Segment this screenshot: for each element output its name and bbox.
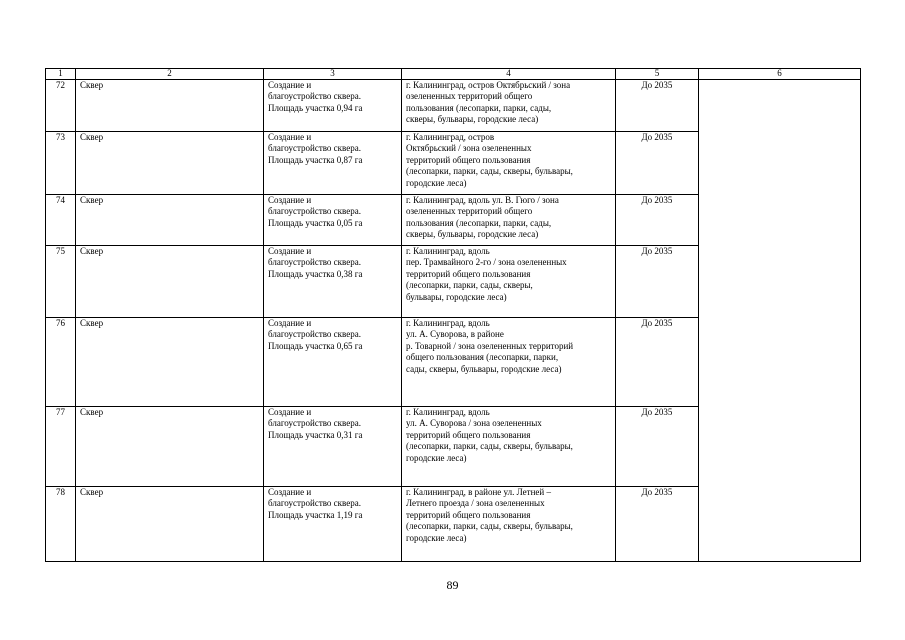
location-line: (лесопарки, парки, сады, скверы, (406, 280, 533, 291)
location-line: скверы, бульвары, городские леса) (406, 114, 539, 125)
location-line: (лесопарки, парки, сады, скверы, бульвары, (406, 521, 573, 532)
location-line: (лесопарки, парки, сады, скверы, бульвары, (406, 441, 573, 452)
action-description (264, 132, 402, 195)
row-number: 78 (46, 487, 76, 562)
location-line: пользования (лесопарки, парки, сады, (406, 217, 552, 228)
location-description (402, 132, 616, 195)
location-line: городские леса) (406, 177, 467, 188)
completion-term: До 2035 (616, 132, 699, 195)
location-line: р. Товарной / зона озелененных территорий (406, 340, 574, 351)
location-line: территорий общего пользования (406, 268, 531, 279)
action-line: благоустройство сквера. (268, 91, 361, 102)
row-number: 75 (46, 246, 76, 318)
action-line: благоустройство сквера. (268, 329, 361, 340)
action-line: Создание и (268, 407, 312, 417)
action-line: Создание и (268, 246, 312, 256)
location-line: (лесопарки, парки, сады, скверы, бульвары, (406, 166, 573, 177)
location-line: территорий общего пользования (406, 154, 531, 165)
location-line: г. Калининград, вдоль ул. В. Гюго / зона (406, 195, 559, 205)
action-description (264, 318, 402, 407)
action-line: Создание и (268, 487, 312, 497)
row-number: 77 (46, 407, 76, 487)
document-table (45, 68, 861, 562)
completion-term: До 2035 (616, 318, 699, 407)
completion-term: До 2035 (616, 487, 699, 562)
action-line: Создание и (268, 195, 312, 205)
row-number: 72 (46, 80, 76, 132)
action-line: Площадь участка 0,65 га (268, 340, 363, 351)
location-line: пользования (лесопарки, парки, сады, (406, 102, 552, 113)
location-line: бульвары, городские леса) (406, 291, 507, 302)
action-line: Площадь участка 0,94 га (268, 102, 363, 113)
object-name: Сквер (76, 487, 264, 562)
location-line: г. Калининград, вдоль (406, 407, 490, 417)
location-line: Октябрьский / зона озелененных (406, 143, 532, 154)
location-line: территорий общего пользования (406, 429, 531, 440)
action-line: благоустройство сквера. (268, 498, 361, 509)
location-description (402, 318, 616, 407)
location-line: г. Калининград, вдоль (406, 318, 490, 328)
completion-term: До 2035 (616, 246, 699, 318)
column-header-1: 1 (46, 69, 76, 80)
completion-term: До 2035 (616, 407, 699, 487)
location-line: сады, скверы, бульвары, городские леса) (406, 363, 562, 374)
action-line: Площадь участка 1,19 га (268, 509, 363, 520)
object-name: Сквер (76, 407, 264, 487)
object-name: Сквер (76, 246, 264, 318)
location-description (402, 80, 616, 132)
location-description (402, 487, 616, 562)
table-header-row (46, 69, 861, 80)
location-line: скверы, бульвары, городские леса) (406, 229, 539, 240)
location-line: г. Калининград, в районе ул. Летней – (406, 487, 551, 497)
action-line: благоустройство сквера. (268, 418, 361, 429)
page-number: 89 (446, 578, 459, 592)
location-line: озелененных территорий общего (406, 91, 533, 102)
location-line: г. Калининград, остров Октябрьский / зона (406, 80, 571, 90)
location-description (402, 407, 616, 487)
location-line: Летнего проезда / зона озелененных (406, 498, 545, 509)
action-description (264, 487, 402, 562)
location-line: озелененных территорий общего (406, 206, 533, 217)
column-6-cell (699, 80, 861, 562)
column-header-6: 6 (699, 69, 861, 80)
column-header-3: 3 (264, 69, 402, 80)
table-row (46, 80, 861, 132)
location-line: г. Калининград, остров (406, 132, 495, 142)
location-line: г. Калининград, вдоль (406, 246, 490, 256)
location-line: городские леса) (406, 532, 467, 543)
action-description (264, 80, 402, 132)
action-line: Создание и (268, 80, 312, 90)
object-name: Сквер (76, 132, 264, 195)
object-name: Сквер (76, 318, 264, 407)
location-line: территорий общего пользования (406, 509, 531, 520)
location-line: ул. А. Суворова / зона озелененных (406, 418, 542, 429)
action-line: Площадь участка 0,38 га (268, 268, 363, 279)
location-line: общего пользования (лесопарки, парки, (406, 352, 559, 363)
action-description (264, 407, 402, 487)
row-number: 73 (46, 132, 76, 195)
action-line: Площадь участка 0,05 га (268, 217, 363, 228)
location-line: ул. А. Суворова, в районе (406, 329, 504, 340)
action-description (264, 246, 402, 318)
object-name: Сквер (76, 195, 264, 246)
column-header-4: 4 (402, 69, 616, 80)
row-number: 74 (46, 195, 76, 246)
column-header-5: 5 (616, 69, 699, 80)
column-header-2: 2 (76, 69, 264, 80)
action-line: Создание и (268, 132, 312, 142)
action-line: благоустройство сквера. (268, 206, 361, 217)
completion-term: До 2035 (616, 80, 699, 132)
action-line: благоустройство сквера. (268, 143, 361, 154)
row-number: 76 (46, 318, 76, 407)
action-line: Площадь участка 0,87 га (268, 154, 363, 165)
action-line: Площадь участка 0,31 га (268, 429, 363, 440)
location-line: городские леса) (406, 452, 467, 463)
action-line: благоустройство сквера. (268, 257, 361, 268)
completion-term: До 2035 (616, 195, 699, 246)
location-description (402, 246, 616, 318)
location-description (402, 195, 616, 246)
location-line: пер. Трамвайного 2-го / зона озелененных (406, 257, 567, 268)
action-line: Создание и (268, 318, 312, 328)
action-description (264, 195, 402, 246)
object-name: Сквер (76, 80, 264, 132)
